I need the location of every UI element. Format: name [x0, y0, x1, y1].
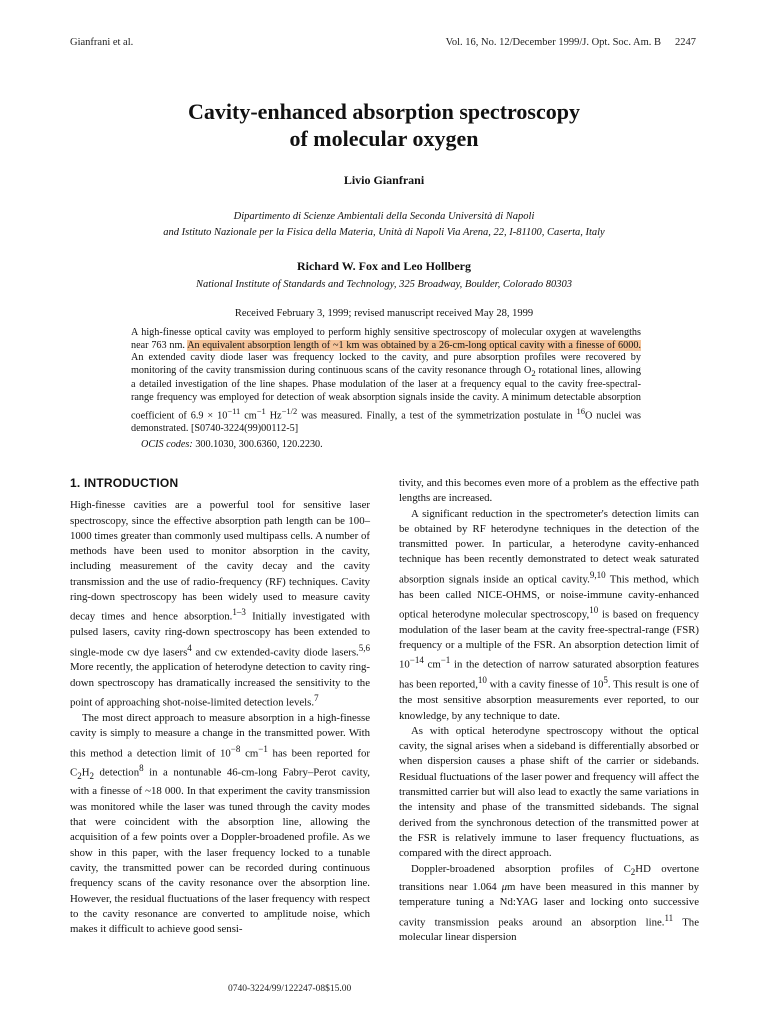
received-dates: Received February 3, 1999; revised manuscript received May 28, 1999	[234, 308, 534, 319]
text: has been reported for C	[70, 747, 371, 780]
highlighted-sentence[interactable]: An equivalent absorption length of ~1 km was obtained by a 26-cm-long optical cavity with a finesse of 6000.	[187, 339, 641, 351]
superscript: −1	[258, 743, 268, 754]
affiliation-line-1: Dipartimento di Scienze Ambientali della Seconda Università di Napoli	[233, 211, 535, 222]
text: A significant reduction in the spectrometer's detection limits can be obtained by RF heterodyne techniques in the detection of the transmitted power. In particular, a heterodyne cavity-enhanced technique has been recently demonstrated to detect weak saturated absorption signals inside an optical cavity.	[399, 507, 699, 586]
text: is based on frequency modulation of the laser beam at the cavity free-spectral-range (FSR) frequency or a multiple of the FSR. An absorption detection limit of 10	[399, 608, 699, 672]
text: m have been measured in this manner by temperature tuning a Nd:YAG laser and locking onto successive cavity transmission peaks around an absorption line.	[399, 880, 699, 929]
reference: 11	[664, 912, 674, 923]
abstract-text: rotational lines, allowing a detailed investigation of the line shapes. Phase modulation of the laser at a frequency equal to the cavity free-spectral-range frequency was employed for detection of weak absorption signals inside the cavity. A minimum detectable absorption coefficient of 6.9 × 10	[131, 364, 641, 421]
text: The molecular linear dispersion	[399, 916, 699, 944]
abstract-text: was measured. Finally, a test of the symmetrization postulate in	[297, 409, 577, 421]
superscript: −1/2	[281, 405, 298, 416]
running-head-authors: Gianfrani et al.	[70, 37, 134, 48]
superscript: −14	[409, 655, 424, 666]
superscript: −1	[440, 655, 451, 666]
footer-copyright-code: 0740-3224/99/122247-08$15.00	[228, 984, 352, 994]
superscript: −11	[227, 405, 241, 416]
text: and cw extended-cavity diode lasers.	[191, 646, 359, 659]
paragraph: As with optical heterodyne spectroscopy without the optical cavity, the signal arises when a sideband is differentially absorbed or when dispersion causes a phase shift of the carrier or sidebands. Residual fluctuations of the laser power and frequency will affect the transmitted carrier but will also lead to exactly the same variations in the intensity and phase of the transmitted sidebands. The signal derived from the synchronous detection of the transmitted power at the FSR is relatively immune to laser frequency fluctuations, as compared with the direct approach.	[399, 724, 699, 860]
section-heading-introduction: 1. INTRODUCTION	[70, 476, 179, 490]
text: in the detection of narrow saturated absorption features has been reported,	[399, 659, 700, 691]
paragraph	[399, 862, 699, 946]
ocis-codes	[141, 439, 323, 450]
abstract-text: A high-finesse optical cavity was employed to perform highly sensitive spectroscopy of molecular oxygen at wavelengths near 763 nm.	[131, 327, 641, 351]
author-1-affiliation	[0, 209, 768, 241]
subscript: 2	[630, 866, 636, 877]
text: More recently, the application of heterodyne detection to cavity ring-down spectroscopy has dramatically increased the sensitivity to the point of approaching shot-noise-limited detection levels.	[70, 661, 370, 709]
abstract-text: cm	[240, 409, 257, 421]
text: High-finesse cavities are a powerful tool for sensitive laser spectroscopy, since the effective absorption path length can be 100–1000 times greater than commonly used multipass cells. A number of methods have been used to monitor absorption in the cavity, including measurement of the cavity decay and the cavity transmission and the use of radio-frequency (RF) techniques. Cavity ring-down spectroscopy has been widely used to measure cavity decay times and hence absorption.	[70, 499, 370, 623]
superscript: 5	[603, 675, 608, 686]
ocis-label: OCIS codes:	[141, 439, 193, 450]
title-line-1: Cavity-enhanced absorption spectroscopy	[188, 99, 580, 124]
reference: 1–3	[232, 607, 246, 618]
running-head-journal	[432, 37, 696, 48]
author-1: Livio Gianfrani	[343, 173, 425, 187]
abstract-text: O nuclei was demonstrated. [S0740-3224(99)00112-5]	[131, 409, 641, 434]
abstract-text: Hz	[265, 409, 282, 421]
subscript: 2	[89, 771, 95, 782]
text: . This result is one of the most sensitive absorption measurements ever reported, to our knowledge, by any technique to date.	[399, 678, 700, 722]
reference: 9,10	[589, 569, 606, 580]
text: H	[81, 767, 90, 780]
text: cm	[240, 747, 259, 760]
mu-symbol: μ	[501, 880, 507, 893]
reference: 5,6	[358, 642, 370, 653]
paragraph	[70, 711, 370, 938]
reference: 10	[477, 675, 487, 686]
text: with a cavity finesse of 10	[486, 678, 604, 691]
superscript: 16	[576, 405, 585, 416]
text: The most direct approach to measure absorption in a high-finesse cavity is simply to measure a change in the transmitted power. With this method a detection limit of 10	[70, 711, 370, 760]
superscript: −1	[256, 405, 266, 416]
text: cm	[423, 659, 441, 672]
affiliation-line-2: and Istituto Nazionale per la Fisica della Materia, Unità di Napoli Via Arena, 22, I-81100, Caserta, Italy	[163, 227, 605, 238]
text: in a nontunable 46-cm-long Fabry–Perot cavity, with a finesse of ~18 000. In that experiment the cavity transmission was monitored while the laser was tuned through the cavity modes that were coincident with the absorption line, allowing the acquisition of a few points over a Doppler-broadened profile. As we show in this paper, with the laser frequency locked to a tunable cavity, the transmitted power can be recorded during continuous frequency scans of the cavity resonance over the absorption line. However, the residual fluctuations of the laser frequency with respect to the cavity resonance are converted to amplitude noise, which makes it difficult to achieve good sensi-	[70, 767, 370, 936]
reference: 8	[139, 763, 144, 774]
paper-title	[0, 98, 768, 152]
text: This method, which has been called NICE-OHMS, or noise-immune cavity-enhanced optical heterodyne molecular spectroscopy,	[399, 573, 699, 621]
reference: 7	[314, 693, 319, 704]
abstract	[131, 327, 641, 435]
reference: 4	[187, 642, 192, 653]
abstract-text: An extended cavity diode laser was frequency locked to the cavity, and pure absorption profiles were recovered by monitoring of the cavity transmission during continuous scans of the cavity resonance through O	[131, 352, 641, 376]
author-2: Richard W. Fox and Leo Hollberg	[296, 259, 472, 273]
page-number: 2247	[675, 37, 696, 48]
paragraph: tivity, and this becomes even more of a problem as the effective path lengths are increased.	[399, 477, 699, 505]
ocis-values: 300.1030, 300.6360, 120.2230.	[192, 439, 323, 450]
paragraph	[70, 498, 370, 711]
title-line-2: of molecular oxygen	[289, 126, 479, 151]
superscript: −8	[230, 743, 241, 754]
author-2-affiliation: National Institute of Standards and Technology, 325 Broadway, Boulder, Colorado 80303	[196, 279, 572, 290]
paragraph	[399, 507, 699, 724]
left-column	[70, 476, 370, 937]
text: detection	[94, 767, 140, 780]
right-column	[399, 476, 699, 946]
reference: 10	[589, 604, 599, 615]
text: Initially investigated with pulsed lasers, cavity ring-down spectroscopy has been extended to single-mode cw dye lasers	[70, 610, 370, 659]
subscript: 2	[531, 367, 536, 378]
text: Doppler-broadened absorption profiles of C	[411, 862, 631, 875]
text: HD overtone transitions near 1.064	[399, 862, 699, 893]
subscript: 2	[77, 771, 82, 782]
journal-citation: Vol. 16, No. 12/December 1999/J. Opt. Soc. Am. B	[445, 37, 661, 48]
